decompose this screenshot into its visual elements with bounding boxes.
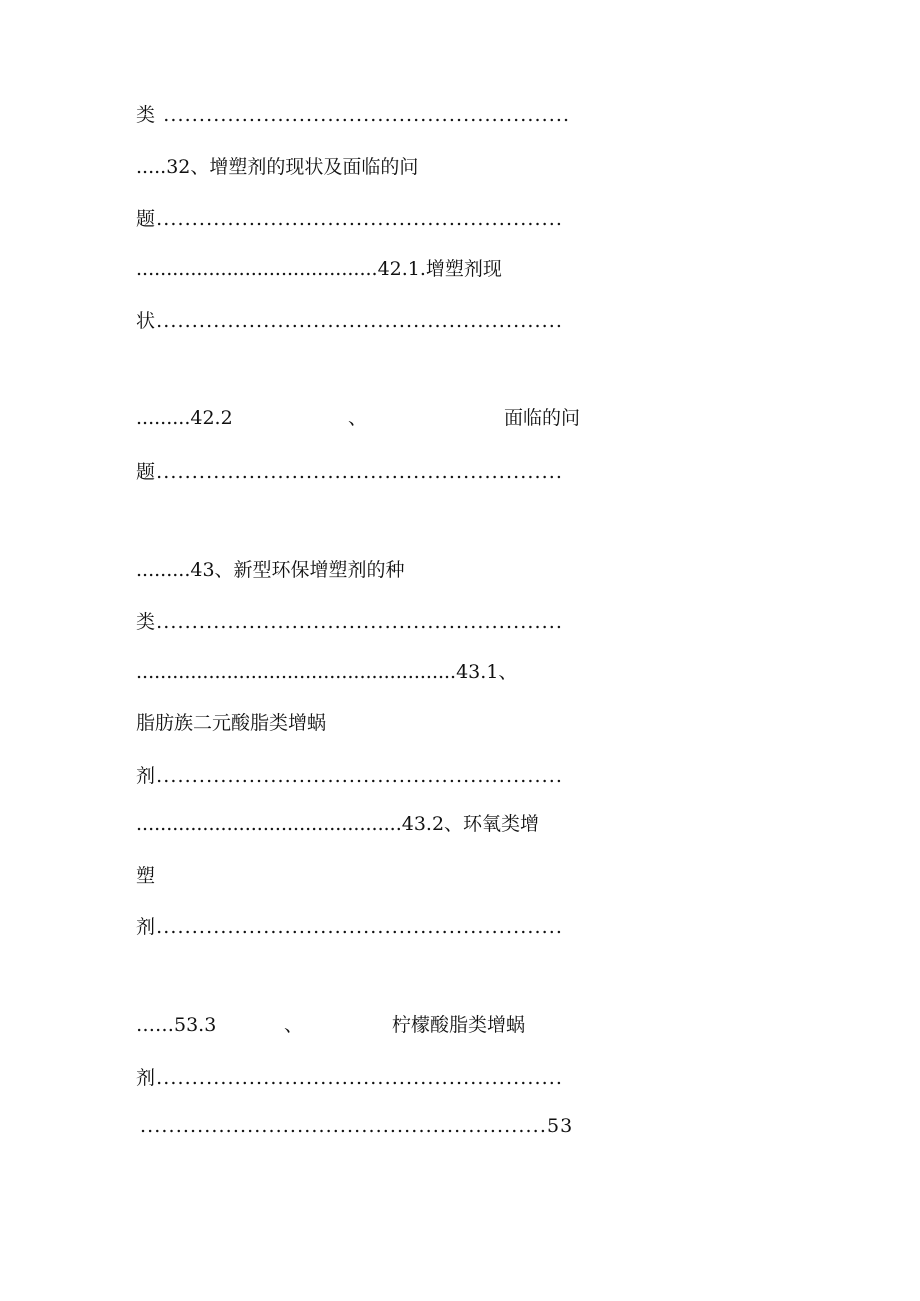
toc-text: ............................................43.2、环氧类增: [136, 813, 540, 835]
toc-text: .....32、增塑剂的现状及面临的问: [136, 156, 419, 178]
toc-text: ........................................42.1.增塑剂现: [136, 258, 502, 280]
toc-text: .........42.2: [136, 407, 233, 429]
toc-text: 题.........................................................: [136, 208, 564, 230]
toc-text: 剂.........................................................: [136, 765, 564, 787]
toc-text: 类 .........................................................: [136, 104, 571, 126]
toc-text: .........................................................53: [140, 1115, 574, 1137]
toc-separator: 、: [284, 1014, 304, 1036]
toc-text: 塑: [136, 865, 156, 887]
toc-text: 脂肪族二元酸脂类增蜗: [136, 712, 327, 734]
toc-text: .........43、新型环保增塑剂的种: [136, 559, 405, 581]
toc-text: 剂.........................................................: [136, 1067, 564, 1089]
toc-text: 题.........................................................: [136, 461, 564, 483]
toc-text: 柠檬酸脂类增蜗: [392, 1014, 526, 1036]
toc-separator: 、: [348, 407, 368, 429]
toc-text: 面临的问: [504, 407, 581, 429]
toc-text: 剂.........................................................: [136, 916, 564, 938]
toc-text: .....................................................43.1、: [136, 661, 518, 683]
toc-text: ……53.3: [136, 1014, 217, 1036]
toc-text: 状.........................................................: [136, 310, 564, 332]
toc-text: 类.........................................................: [136, 611, 564, 633]
